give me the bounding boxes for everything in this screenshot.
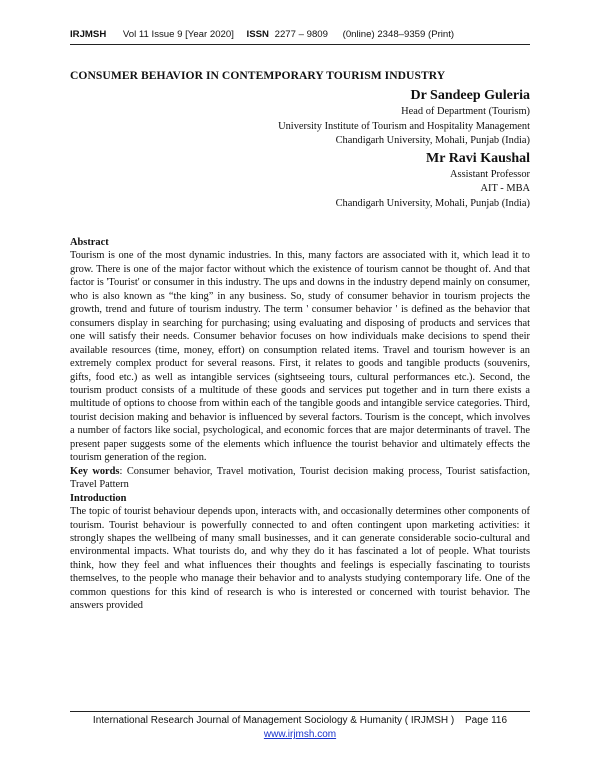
website-link[interactable]: www.irjmsh.com — [263, 729, 337, 740]
abstract-heading: Abstract — [70, 237, 109, 248]
issn-number: 2277 – 9809 — [274, 29, 328, 40]
running-header — [70, 29, 540, 40]
author-affiliation-line: Head of Department (Tourism) — [401, 106, 530, 117]
issn-label: ISSN — [246, 29, 269, 40]
header-rule — [70, 44, 530, 45]
author-affiliation-line: Assistant Professor — [450, 168, 530, 180]
volume-info: Vol 11 Issue 9 [Year 2020] — [122, 29, 234, 40]
introduction-heading: Introduction — [70, 492, 127, 504]
author-affiliation-line: Chandigarh University, Mohali, Punjab (India) — [335, 135, 530, 147]
abstract-text: Tourism is one of the most dynamic industries. In this, many factors are associated with it, which lead it to grow. There is one of the major factor without which the existence of tourism cannot be thought of. And that factor is 'Tourist' or consumer in this industry. The ups and downs in the industry depend mainly on consumer, who is also known as “the king” in any business. So, study of consumer behavior in tourism projects the growth, trend and future of tourism industry. The term ' consumer behavior ' is defined as the behavior that consumers display in searching for purchasing; using evaluating and disposing of products and services that one will satisfy their needs. Consumer behavior focuses on how individuals make decisions to spend their available resources (time, money, effort) on consumption related items. Travel and tourism however is an extremely complex product for several reasons. First, it relates to goods and tangible products (souvenirs, gifts, food etc.) as well as intangible services (sightseeing tours, cultural performances etc.). Second, the tourism product consists of a multitude of these goods and services put together and in turn there exists a multitude of options to choose from within each of the tangible goods and intangible service categories. Third, tourist decision making and behavior is influenced by several factors. Tourism is the concept, which involves a number of factors like social, psychological, and economic forces that are major determinants of travel. The present paper suggests some of the elements which influence the tourist behavior and ultimately effects the tourism generation of the region. — [70, 250, 530, 464]
author-affiliation-line: University Institute of Tourism and Hospitality Management — [278, 120, 530, 132]
keywords-label: Key words — [70, 465, 120, 477]
page-number: Page 116 — [464, 715, 508, 726]
page-footer — [70, 714, 530, 742]
article-body — [70, 236, 530, 613]
author-name: Mr Ravi Kaushal — [426, 150, 530, 166]
keywords-text: : Consumer behavior, Travel motivation, Tourist decision making process, Tourist satisfaction, Travel Pattern — [70, 465, 531, 491]
footer-journal-name: International Research Journal of Management Sociology & Humanity ( IRJMSH ) — [92, 715, 455, 726]
author-block — [60, 86, 530, 212]
journal-abbrev: IRJMSH — [70, 29, 107, 40]
issn-online-print: (0nline) 2348–9359 (Print) — [342, 29, 455, 40]
author-affiliation-line: AIT - MBA — [480, 183, 530, 195]
paper-title: CONSUMER BEHAVIOR IN CONTEMPORARY TOURISM INDUSTRY — [70, 69, 446, 82]
author-name: Dr Sandeep Guleria — [410, 88, 530, 103]
author-affiliation-line: Chandigarh University, Mohali, Punjab (India) — [335, 197, 530, 209]
footer-rule — [70, 711, 530, 712]
keywords — [70, 465, 530, 492]
introduction-text: The topic of tourist behaviour depends upon, interacts with, and occasionally determines other components of tourism. Tourist behaviour is powerfully connected to and often contingent upon marketing activities: it strongly shapes the wellbeing of many small businesses, and it can generate considerable socio-cultural and environmental impacts. What tourists do, and why they do it has fascinated a lot of people. What tourists think, how they feel and what influences their thoughts and feelings is especially fascinating to tourists themselves, to the people who manage their behavior and to analysts studying contemporary life. One of the common questions for this kind of research is who is interested or concerned with tourist behavior. The answers provided — [70, 506, 530, 612]
